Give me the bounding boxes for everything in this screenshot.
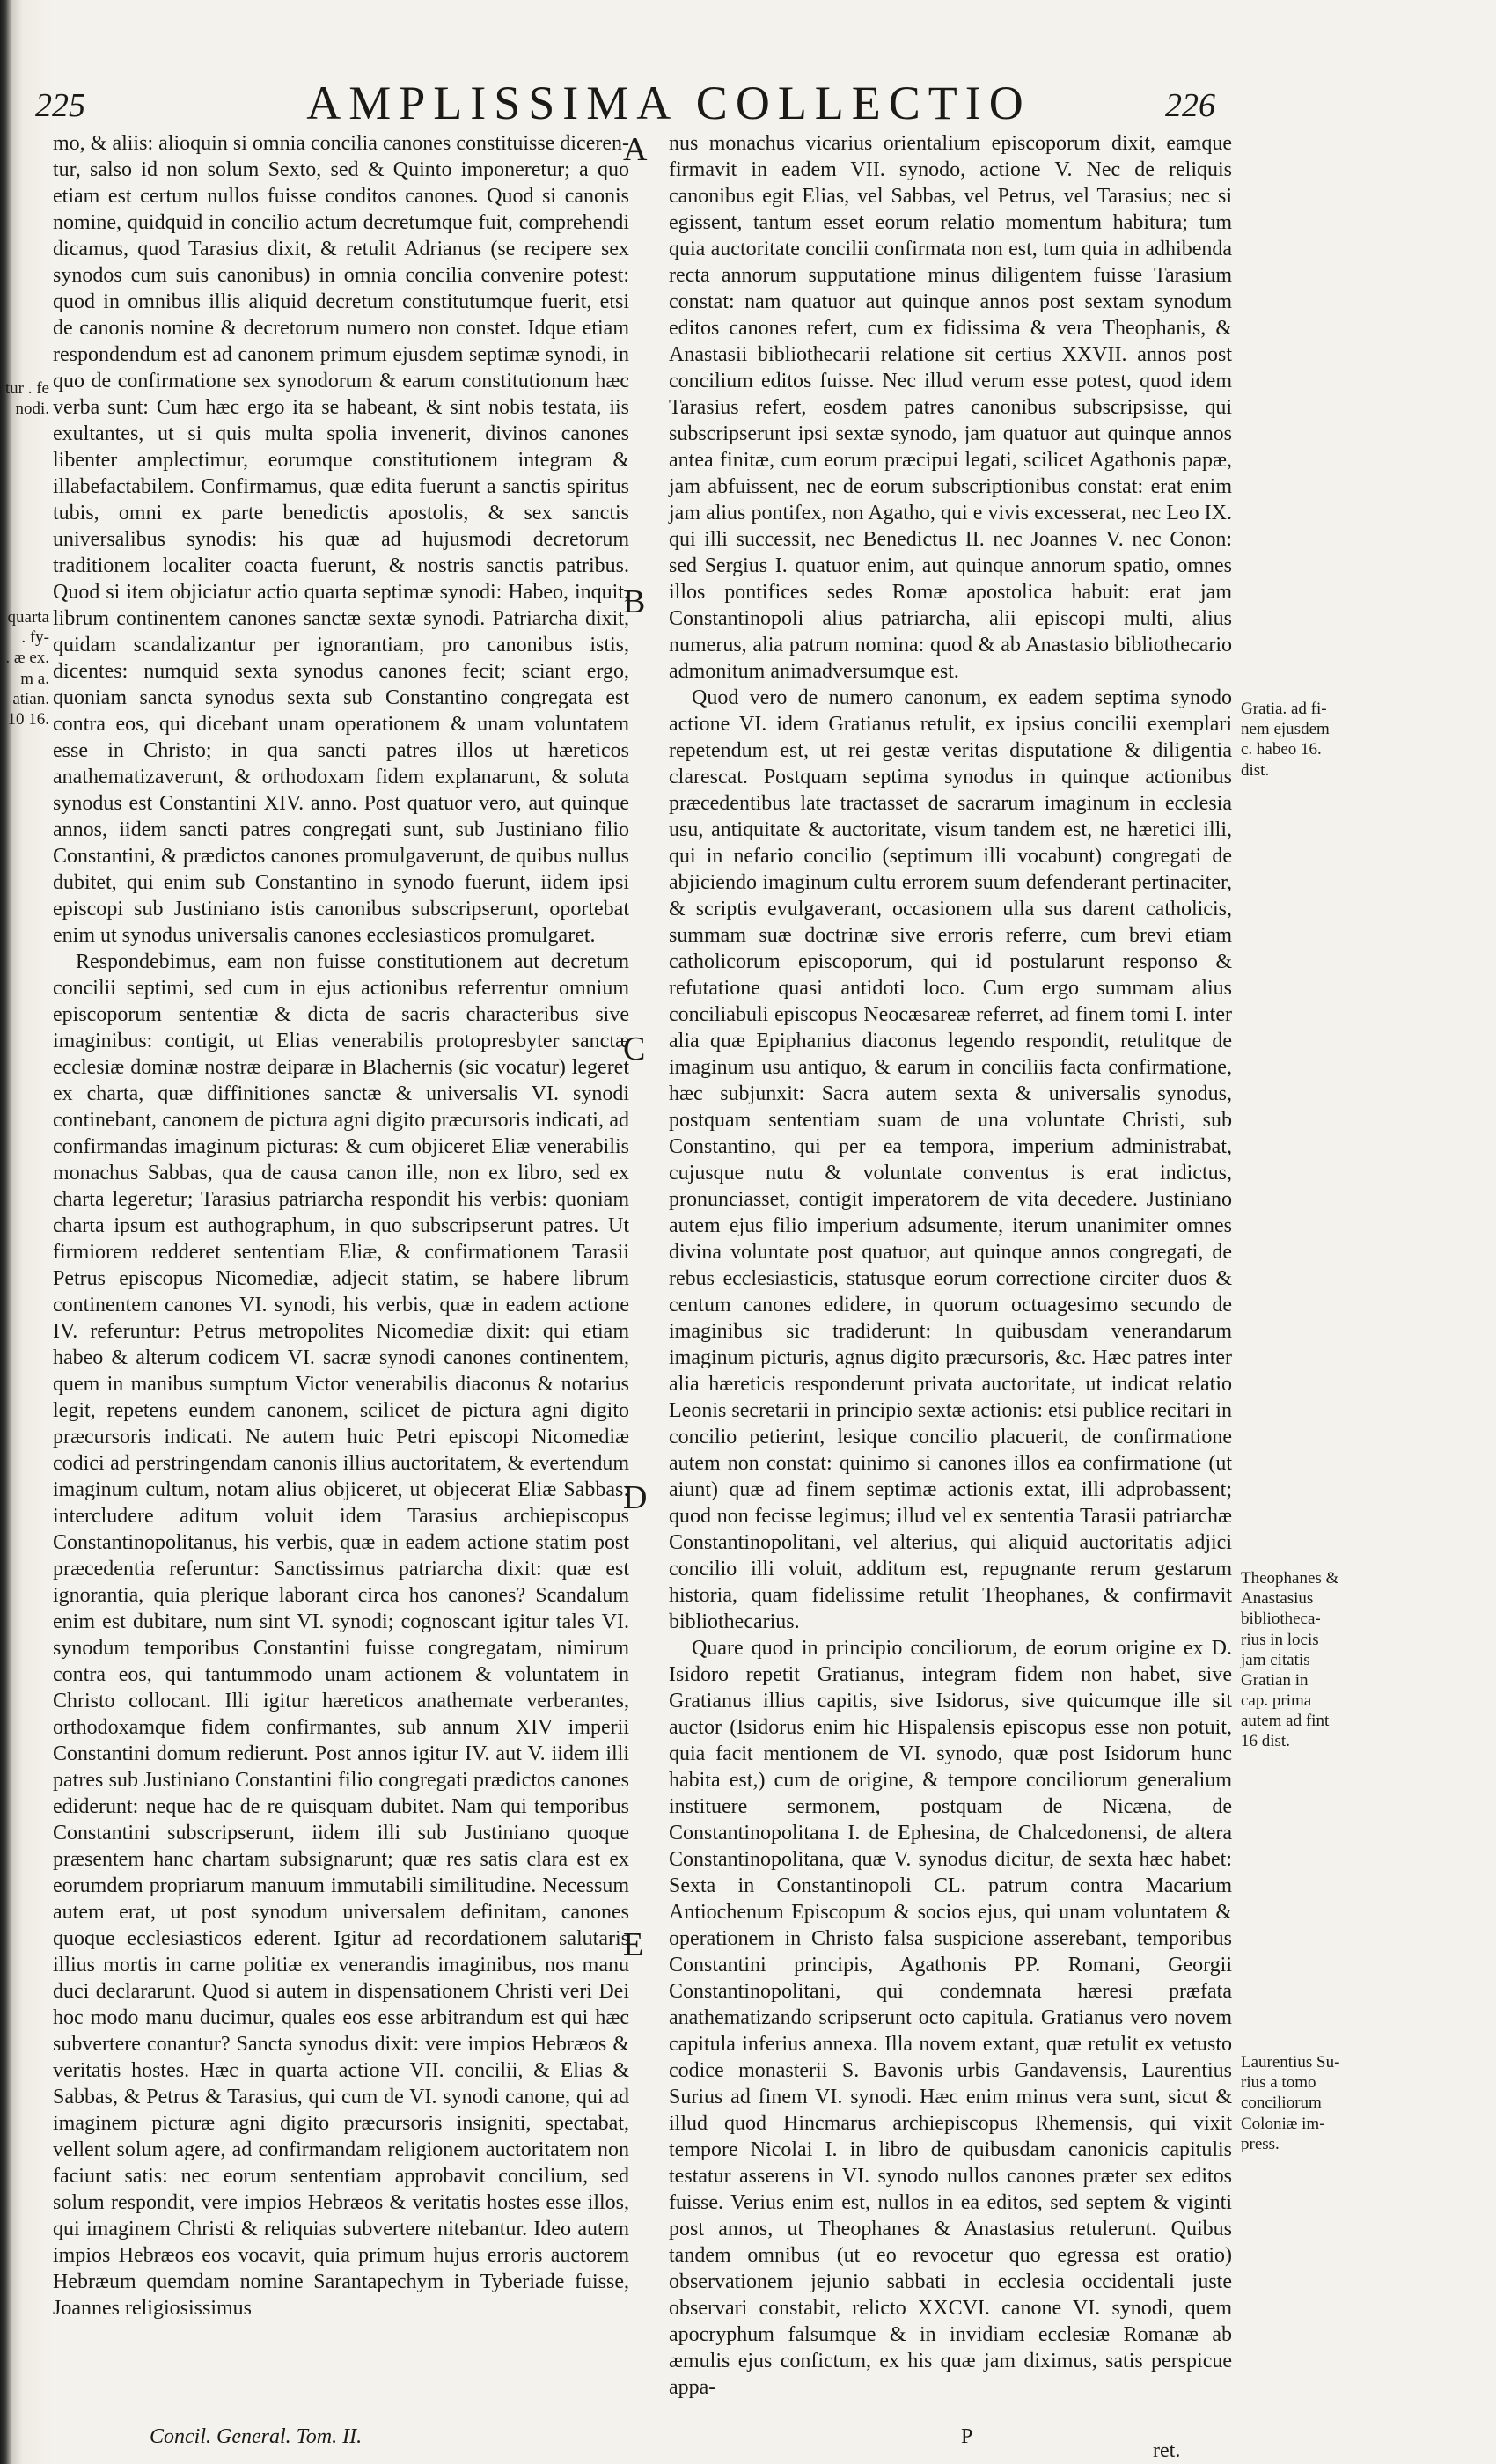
catchword: ret. xyxy=(1153,2439,1181,2462)
section-letter-d: D xyxy=(623,1479,648,1516)
paragraph: Respondebimus, eam non fuisse constitutionem aut decretum concilii septimi, sed cum in ejus actionibus referrentur omnium episcoporum sententiæ & dicta de sacris characteribus sive imaginibus: contigit, ut Elias venerabilis protopresbyter sanctæ ecclesiæ dominæ nostræ deiparæ in Blachernis (sic vocatur) legeret ex charta, quæ diffinitiones sanctæ & universalis VI. synodi continebant, canonem de pictura agni digito præcursoris indicati, ad confirmandas imaginum picturas: & cum objiceret Eliæ venerabilis monachus Sabbas, qua de causa canon ille, non ex libro, sed ex charta legeretur; Tarasius patriarcha respondit his verbis: quoniam charta ipsum est authographum, in quo subscripserunt patres. Ut firmiorem redderet sententiam Eliæ, & confirmationem Tarasii Petrus episcopus Nicomediæ, adjecit statim, se habere librum continentem canones VI. synodi, his verbis, quæ in eadem actione IV. referuntur: Petrus metropolites Nicomediæ dixit: qui etiam habeo & alterum codicem VI. sacræ synodi canones continentem, quem in manibus sumptum Victor venerabilis diaconus & notarius legit, repetens eundem canonem, scilicet de pictura agni digito præcursoris indicati. Ne autem huic Petri episcopi Nicomediæ codici ad perstringendam canonis illius auctoritatem, & evertendum imaginum cultum, notam alius objiceret, ut objecerat Eliæ Sabbas: intercludere aditum voluit idem Tarasius archiepiscopus Constantinopolitanus, his verbis, quæ in eadem actione statim post præcedentia referuntur: Sanctissimus patriarcha dixit: quæ est ignorantia, quia plerique laborant circa hos canones? Scandalum enim est dubitare, num sint VI. synodi; cognoscant igitur tales VI. synodum temporibus Constantini fuisse congregatam, nimirum contra eos, qui tantummodo unam actionem & voluntatem in Christo collocant. Illi igitur hæreticos anathemate verberantes, orthodoxamque fidem confirmantes, sub annum XIV imperii Constantini domum redierunt. Post annos igitur IV. aut V. iidem illi patres sub Justiniano Constantini filio congregati prædictos canones ediderunt: neque hac de re quisquam dubitet. Nam qui temporibus Constantini subscripserunt, iidem illi sub Justiniano quoque præsentem hanc chartam subsignarunt; quæ res satis clara est ex eorumdem propriarum manuum immutabili similitudine. Necessum autem erat, ut post synodum universalem definitam, canones quoque ecclesiasticos ederent. Igitur ad recordationem salutaris illius mortis in carne politiæ ex venerandis imaginibus, nos manu duci declararunt. Quod si autem in dispensationem Christi veri Dei hoc modo manu ducimur, quales eos esse arbitrandum est qui hæc subvertere conantur? Sancta synodus dixit: vere impios Hebræos & veritatis hostes. Hæc in quarta actione VII. concilii, & Elias & Sabbas, & Petrus & Tarasius, qui cum de VI. synodi canone, qui ad imaginem picturæ agni digito præcursoris insigniti, spectabat, vellent solum agere, ad confirmandam religionem auctoritatem non faciunt satis: nec eorum sententiam approbavit concilium, sed solum respondit, vere impios Hebræos & veritatis hostes esse illos, qui imaginem Christi & reliquias subvertere nitebantur. Ideo autem impios Hebræos eos vocavit, quia primum hujus erroris auctorem Hebræum quemdam nomine Sarantapechym in Tyberiade fuisse, Joannes religiosissimus xyxy=(53,950,629,2320)
right-margin-note: Gratia. ad fi- nem ejusdem c. habeo 16. dist. xyxy=(1241,700,1330,780)
section-letter-b: B xyxy=(623,583,646,620)
left-margin-note: tur . fe nodi. xyxy=(4,379,49,419)
running-title: AMPLISSIMA COLLECTIO xyxy=(306,77,1031,129)
volume-footer: Concil. General. Tom. II. xyxy=(150,2425,363,2448)
paragraph: mo, & aliis: alioquin si omnia concilia canones constituisse diceren-tur, salso id non solum Sexto, sed & Quinto imponeretur; a quo etiam est certum nullos fuisse conditos canones. Quod si canonis nomine, quidquid in concilio actum decretumque fuit, comprehendi dicamus, quod Tarasius dixit, & retulit Adrianus (se recipere sex synodos cum suis canonibus) in omnia concilia convenire potest: quod in omnibus illis aliquid decretum constitutumque fuerit, etsi de canonis nomine & decretorum numero non constet. Idque etiam respondendum est ad canonem primum ejusdem septimæ synodi, in quo de confirmatione sex synodorum & earum constitutionum hæc verba sunt: Cum hæc ergo ita se habeant, & sint nobis testata, iis exultantes, ut si quis multa spolia invenerit, divinos canones libenter amplectimur, eorumque constitutionem integram & illabefactabilem. Confirmamus, quæ edita fuerunt a sanctis spiritus tubis, omni ex parte benedictis apostolis, & sex sanctis universalibus synodis: his quæ ad hujusmodi decretorum traditionem localiter coacta fuerunt, & nostris sanctis patribus. Quod si item objiciatur actio quarta septimæ synodi: Habeo, inquit, librum continentem canones sanctæ sextæ synodi. Patriarcha dixit, quidam scandalizantur per ignorantiam, pro canonibus istis, dicentes: numquid sexta synodus canones fecit; sciant ergo, quoniam sancta synodus sexta sub Constantino congregata est contra eos, qui dicebant unam operationem & unam voluntatem esse in Christo; in qua sancti patres illos ut hæreticos anathematizaverunt, & orthodoxam fidem explanarunt, & soluta synodus est Constantini XIV. anno. Post quatuor vero, aut quinque annos, iidem sancti patres congregati sunt, sub Justiniano filio Constantini, & prædictos canones promulgaverunt, de quibus nullus dubitet, qui enim sub Constantino in synodo fuerunt, iidem ipsi episcopi sub Justiniano istis canonibus subscripserunt, oportebat enim ut synodus universalis canones ecclesiasticos promulgaret. xyxy=(53,132,629,947)
right-margin-note: Laurentius Su- rius a tomo conciliorum Coloniæ im- press. xyxy=(1241,2053,1340,2153)
section-letter-a: A xyxy=(623,131,648,168)
page-number-left: 225 xyxy=(35,87,85,124)
section-letter-e: E xyxy=(623,1926,644,1963)
page-number-right: 226 xyxy=(1165,87,1215,124)
right-column xyxy=(669,130,1232,2401)
signature-mark: P xyxy=(961,2425,973,2448)
right-margin-note: Theophanes & Anastasius bibliotheca- rius in locis jam citatis Gratian in cap. prima autem ad fint 16 dist. xyxy=(1241,1569,1339,1751)
paragraph: nus monachus vicarius orientalium episcoporum dixit, eamque firmavit in eadem VII. synodo, actione V. Nec de reliquis canonibus egit Elias, vel Sabbas, vel Petrus, vel Tarasius; nec si egissent, tantum esset eorum relatio momentum habitura; tum quia auctoritate concilii confirmata non est, tum quia in adhibenda recta annorum supputatione minus diligentem fuisse Tarasium constat: nam quatuor aut quinque annos post sextam synodum editos canones refert, cum ex fidissima & vera Theophanis, & Anastasii bibliothecarii relatione sit certius XXVII. annos post concilium editos fuisse. Nec illud verum esse potest, quod idem Tarasius refert, eosdem patres canonibus subscripsisse, qui subscripserunt ipsi sextæ synodo, jam quatuor aut quinque annos antea finitæ, cum eorum præcipui legati, scilicet Agathonis papæ, jam abfuissent, nec de eorum subscriptionibus constat: erat enim jam alius pontifex, non Agatho, qui e vivis excesserat, nec Leo IX. qui illi successit, nec Benedictus II. nec Joannes V. nec Conon: sed Sergius I. quatuor enim, aut quinque annorum spatio, omnes illos pontifices sedes Romæ apostolica habuit: erat jam Constantinopoli alius patriarcha, alii episcopi multi, alius numerus, alia patrum nomina: quod & ab Anastasio bibliothecario admonitum animadversumque est. xyxy=(669,132,1232,683)
left-margin-note: quarta . fy- . æ ex. m a. atian. 10 16. xyxy=(5,608,49,729)
paragraph: Quare quod in principio conciliorum, de eorum origine ex D. Isidoro repetit Gratianus, integram fidem non habet, sive Gratianus illius capitis, sive Isidorus, sive quicumque ille sit auctor (Isidorus enim hic Hispalensis episcopus esse non potuit, quia facit mentionem de VI. synodo, quæ post Isidorum hunc habita est,) cum de origine, & tempore conciliorum generalium instituere sermonem, postquam de Nicæna, de Constantinopolitana I. de Ephesina, de Chalcedonensi, de altera Constantinopolitana, quæ V. synodus dicitur, de sexta hæc habet: Sexta in Constantinopoli CL. patrum contra Macarium Antiochenum Episcopum & socios ejus, qui unam voluntatem & operationem in Christo falsa suspicione asserebant, temporibus Constantini principis, Agathonis PP. Romani, Georgii Constantinopolitani, qui condemnata hæresi præfata anathematizando scripserunt octo capitula. Gratianus vero novem capitula inferius annexa. Illa novem extant, quæ retulit ex vetusto codice monasterii S. Bavonis urbis Gandavensis, Laurentius Surius ad finem VI. synodi. Hæc enim minus vera sunt, sicut & illud quod Hincmarus archiepiscopus Rhemensis, qui vixit tempore Nicolai I. in libro de quibusdam canonicis capitulis testatur asserens in VI. synodo nullos canones præter sex editos fuisse. Verius enim est, nullos in ea editos, sed septem & viginti post annos, ut Theophanes & Anastasius retulerunt. Quibus tandem omnibus (ut eo revocetur quo egressa est oratio) observationem jejunio sabbati in ecclesia occidentali juste observari constabit, relicto XXCVI. canone VI. synodi, quem apocryphum falsumque & in invidiam ecclesiæ Romanæ ab æmulis ejus confictum, ex his quæ jam diximus, satis perspicue appa- xyxy=(669,1637,1232,2399)
left-column xyxy=(53,130,629,2321)
section-letter-c: C xyxy=(623,1030,646,1067)
paragraph: Quod vero de numero canonum, ex eadem septima synodo actione VI. idem Gratianus retulit, ex ipsius concilii exemplari repetendum est, ut rei gestæ veritas disputatione & diligentia clarescat. Postquam septima synodus in quinque actionibus præcedentibus late tractasset de sacrarum imaginum in ecclesia usu, antiquitate & auctoritate, visum tandem est, ne hæretici illi, qui in nefario concilio (septimum illi vocabunt) congregati de abjiciendo imaginum cultu errorem suum defenderant pertinaciter, & scriptis evulgaverant, occasionem ulla sus darent catholicis, summam suæ doctrinæ sive erroris referre, cum brevi etiam catholicorum episcoporum, qui id postularunt responso & refutatione quasi antidoti loco. Cum ergo summam alius conciliabuli episcopus Neocæsareæ referret, ad finem tomi I. inter alia quæ Epiphanius diaconus legendo respondit, retulitque de imaginum usu antiquo, & earum in conciliis facta confirmatione, hæc subjunxit: Sacra autem sexta & universalis synodus, postquam sententiam suam de una voluntate Christi, sub Constantino, qui per ea tempora, imperium administrabat, cujusque nutu & voluntate conventus is erat indictus, pronunciasset, contigit imperatorem de vita decedere. Justiniano autem ejus filio imperium adsumente, iterum unanimiter omnes divina voluntate post quatuor, aut quinque annos congregati, de rebus ecclesiasticis, statusque eorum correctione circiter duos & centum canones edidere, in quorum octuagesimo secundo de imaginibus sic tradiderunt: In quibusdam venerandarum imaginum picturis, agnus digito præcursoris, &c. Hæc patres inter alia hæreticis responderunt privata auctoritate, ut indicat relatio Leonis secretarii in principio sextæ actionis: etsi publice recitari in concilio petierint, lesique concilio placuerit, de confirmatione autem non constat: quinimo si canones illos ea confirmatione (ut aiunt) quæ ad finem septimæ actionis extat, illi adprobassent; quod non fecisse legimus; illud vel ex sententia Tarasii patriarchæ Constantinopolitani, vel alterius, qui aliquid auctoritatis adjici concilio illi voluit, additum est, repugnante rerum gestarum historia, quam fidelissime retulit Theophanes, & confirmavit bibliothecarius. xyxy=(669,686,1232,1633)
